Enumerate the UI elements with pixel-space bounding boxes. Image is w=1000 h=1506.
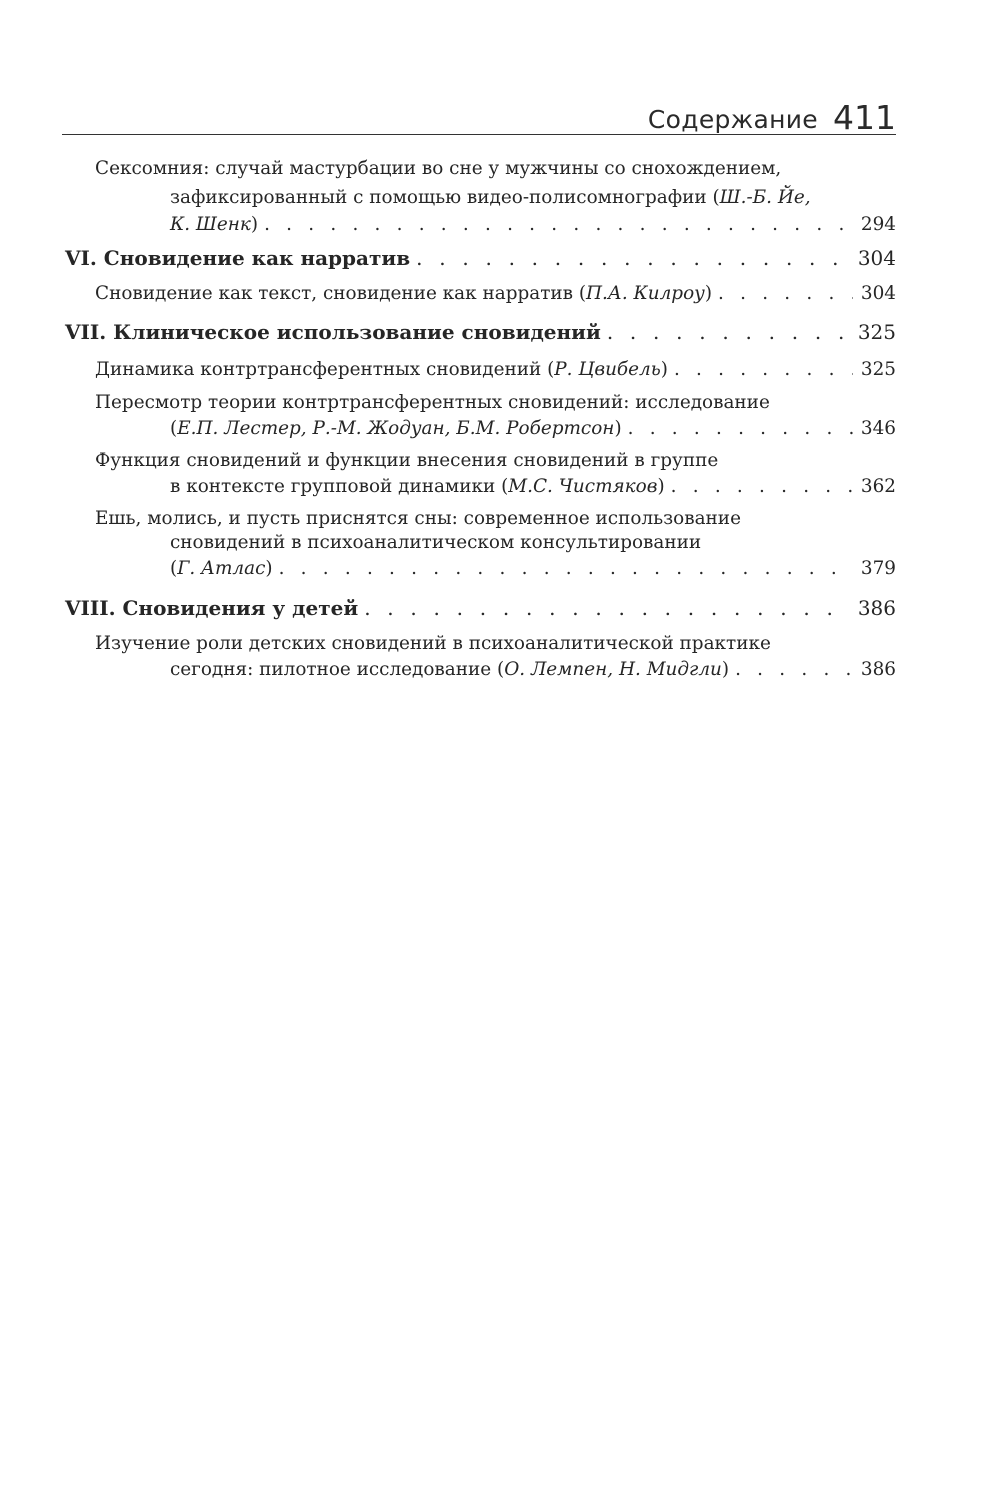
entry-page-number: 346 [860,418,896,439]
toc-entry-line: сновидений в психоаналитическом консультировании [170,532,702,553]
toc-entry-line: Изучение роли детских сновидений в психоаналитической практике [95,633,771,654]
leader-dots [671,472,853,502]
leader-dots [735,655,853,685]
entry-page-number: 294 [860,214,896,235]
entry-page-number: 386 [860,659,896,680]
leader-dots [264,210,853,240]
toc-entry-line: Пересмотр теории контртрансферентных сновидений: исследование [95,392,770,413]
entry-author: Е.П. Лестер, Р.-М. Жодуан, Б.М. Робертсон [177,418,615,439]
toc-entry: (Г. Атлас) . . . 379 [170,554,896,584]
leader-dots [607,316,850,348]
entry-page-number: 304 [860,283,896,304]
section-title: VIII. Сновидения у детей [65,596,359,620]
section-title: VII. Клиническое использование сновидений [65,320,601,344]
entry-author: М.С. Чистяков [508,476,658,497]
toc-entry: сегодня: пилотное исследование (О. Лемпен, Н. Мидгли) . . . 386 [170,655,896,685]
toc-entry: в контексте групповой динамики (М.С. Чистяков) . . . 362 [170,472,896,502]
toc-entry: (Е.П. Лестер, Р.-М. Жодуан, Б.М. Робертсон) . . . 346 [170,414,896,444]
entry-author: Ш.-Б. Йе, [719,187,811,208]
entry-author: К. Шенк [170,214,251,235]
entry-page-number: 362 [860,476,896,497]
entry-author: О. Лемпен, Н. Мидгли [504,659,722,680]
toc-section-heading [65,592,896,624]
section-page-number: 325 [857,320,896,344]
toc-section-heading [65,316,896,348]
entry-page-number: 325 [860,359,896,380]
section-page-number: 386 [857,596,896,620]
leader-dots [628,414,853,444]
leader-dots [718,279,853,309]
entry-page-number: 379 [860,558,896,579]
leader-dots [279,554,853,584]
entry-author: Г. Атлас [177,558,266,579]
toc-entry-line: Функция сновидений и функции внесения сновидений в группе [95,450,719,471]
toc-entry: Динамика контртрансферентных сновидений (Р. Цвибель) . . . 325 [95,355,896,385]
entry-author: Р. Цвибель [554,359,661,380]
toc-entry-line: Сексомния: случай мастурбации во сне у мужчины со снохождением, [95,158,782,179]
entry-author: П.А. Килроу [586,283,705,304]
toc-entry: Сновидение как текст, сновидение как нарратив (П.А. Килроу) . . . 304 [95,279,896,309]
running-header [62,98,896,135]
leader-dots [416,242,850,274]
section-page-number: 304 [857,246,896,270]
toc-entry-line: зафиксированный с помощью видео-полисомнографии (Ш.-Б. Йе, [170,187,811,208]
leader-dots [674,355,853,385]
toc-entry: К. Шенк) . . . 294 [170,210,896,240]
toc-section-heading [65,242,896,274]
section-title: VI. Сновидение как нарратив [65,246,411,270]
toc-entry-line: Ешь, молись, и пусть приснятся сны: современное использование [95,508,741,529]
leader-dots [364,592,850,624]
header-title: Содержание [647,105,818,134]
header-page-number: 411 [833,98,896,137]
